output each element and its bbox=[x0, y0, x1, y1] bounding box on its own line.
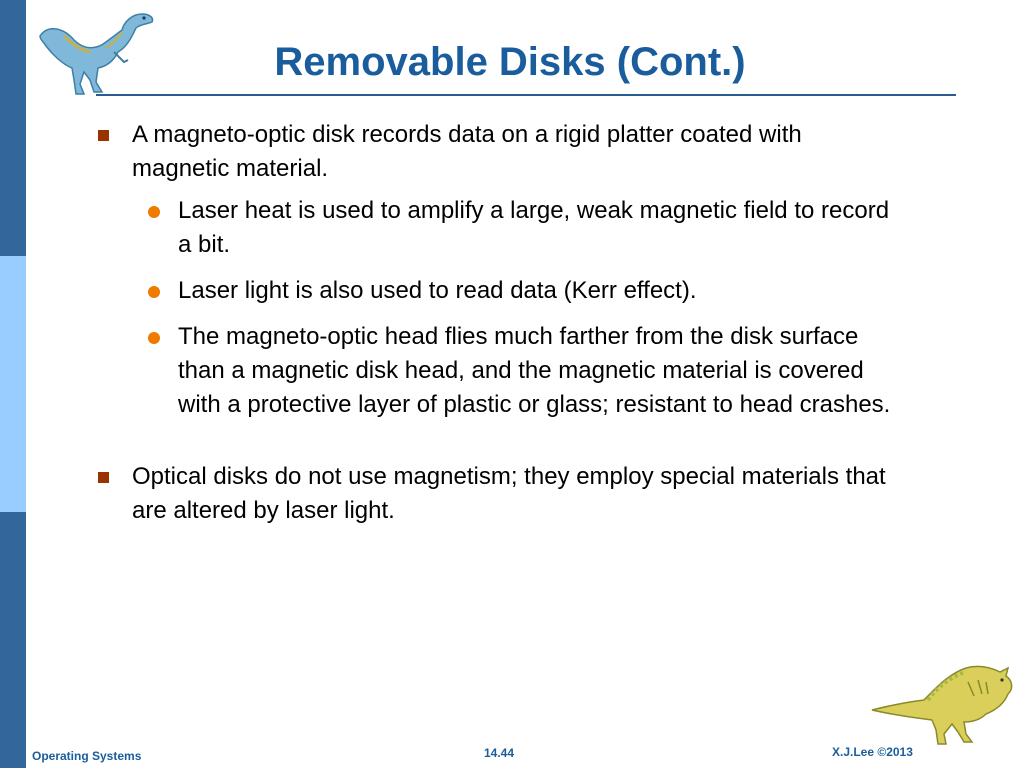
side-bar-bottom bbox=[0, 512, 26, 768]
footer-copyright: X.J.Lee ©2013 bbox=[832, 745, 913, 759]
bullet-item bbox=[92, 460, 892, 528]
side-bar-middle bbox=[0, 256, 26, 512]
round-bullet-icon bbox=[148, 332, 160, 344]
square-bullet-icon bbox=[98, 130, 109, 141]
sub-bullet-item bbox=[132, 274, 892, 308]
sub-bullet-text: The magneto-optic head flies much farther from the disk surface than a magnetic disk head, and the magnetic material is covered with a protective layer of plastic or glass; resistant to head crashes. bbox=[178, 323, 891, 418]
round-bullet-icon bbox=[148, 286, 160, 298]
round-bullet-icon bbox=[148, 206, 160, 218]
sub-bullet-item bbox=[132, 194, 892, 262]
dinosaur-logo-icon bbox=[34, 6, 158, 98]
bullet-item bbox=[92, 118, 892, 422]
side-bar-top bbox=[0, 0, 26, 256]
bullet-text: Optical disks do not use magnetism; they employ special materials that are altered by laser light. bbox=[132, 463, 886, 524]
footer-course: Operating Systems bbox=[32, 749, 142, 763]
title-underline bbox=[96, 94, 956, 96]
sub-bullet-text: Laser heat is used to amplify a large, weak magnetic field to record a bit. bbox=[178, 197, 890, 258]
bullet-text: A magneto-optic disk records data on a rigid platter coated with magnetic material. bbox=[132, 121, 802, 182]
bullet-list bbox=[92, 118, 892, 534]
dinosaur-decoration-icon bbox=[868, 660, 1018, 746]
square-bullet-icon bbox=[98, 472, 109, 483]
footer-page-number: 14.44 bbox=[484, 746, 515, 760]
slide-title: Removable Disks (Cont.) bbox=[274, 40, 746, 84]
sub-bullet-item bbox=[132, 320, 892, 422]
sub-bullet-text: Laser light is also used to read data (Kerr effect). bbox=[178, 277, 697, 304]
sub-bullet-list bbox=[132, 194, 892, 422]
